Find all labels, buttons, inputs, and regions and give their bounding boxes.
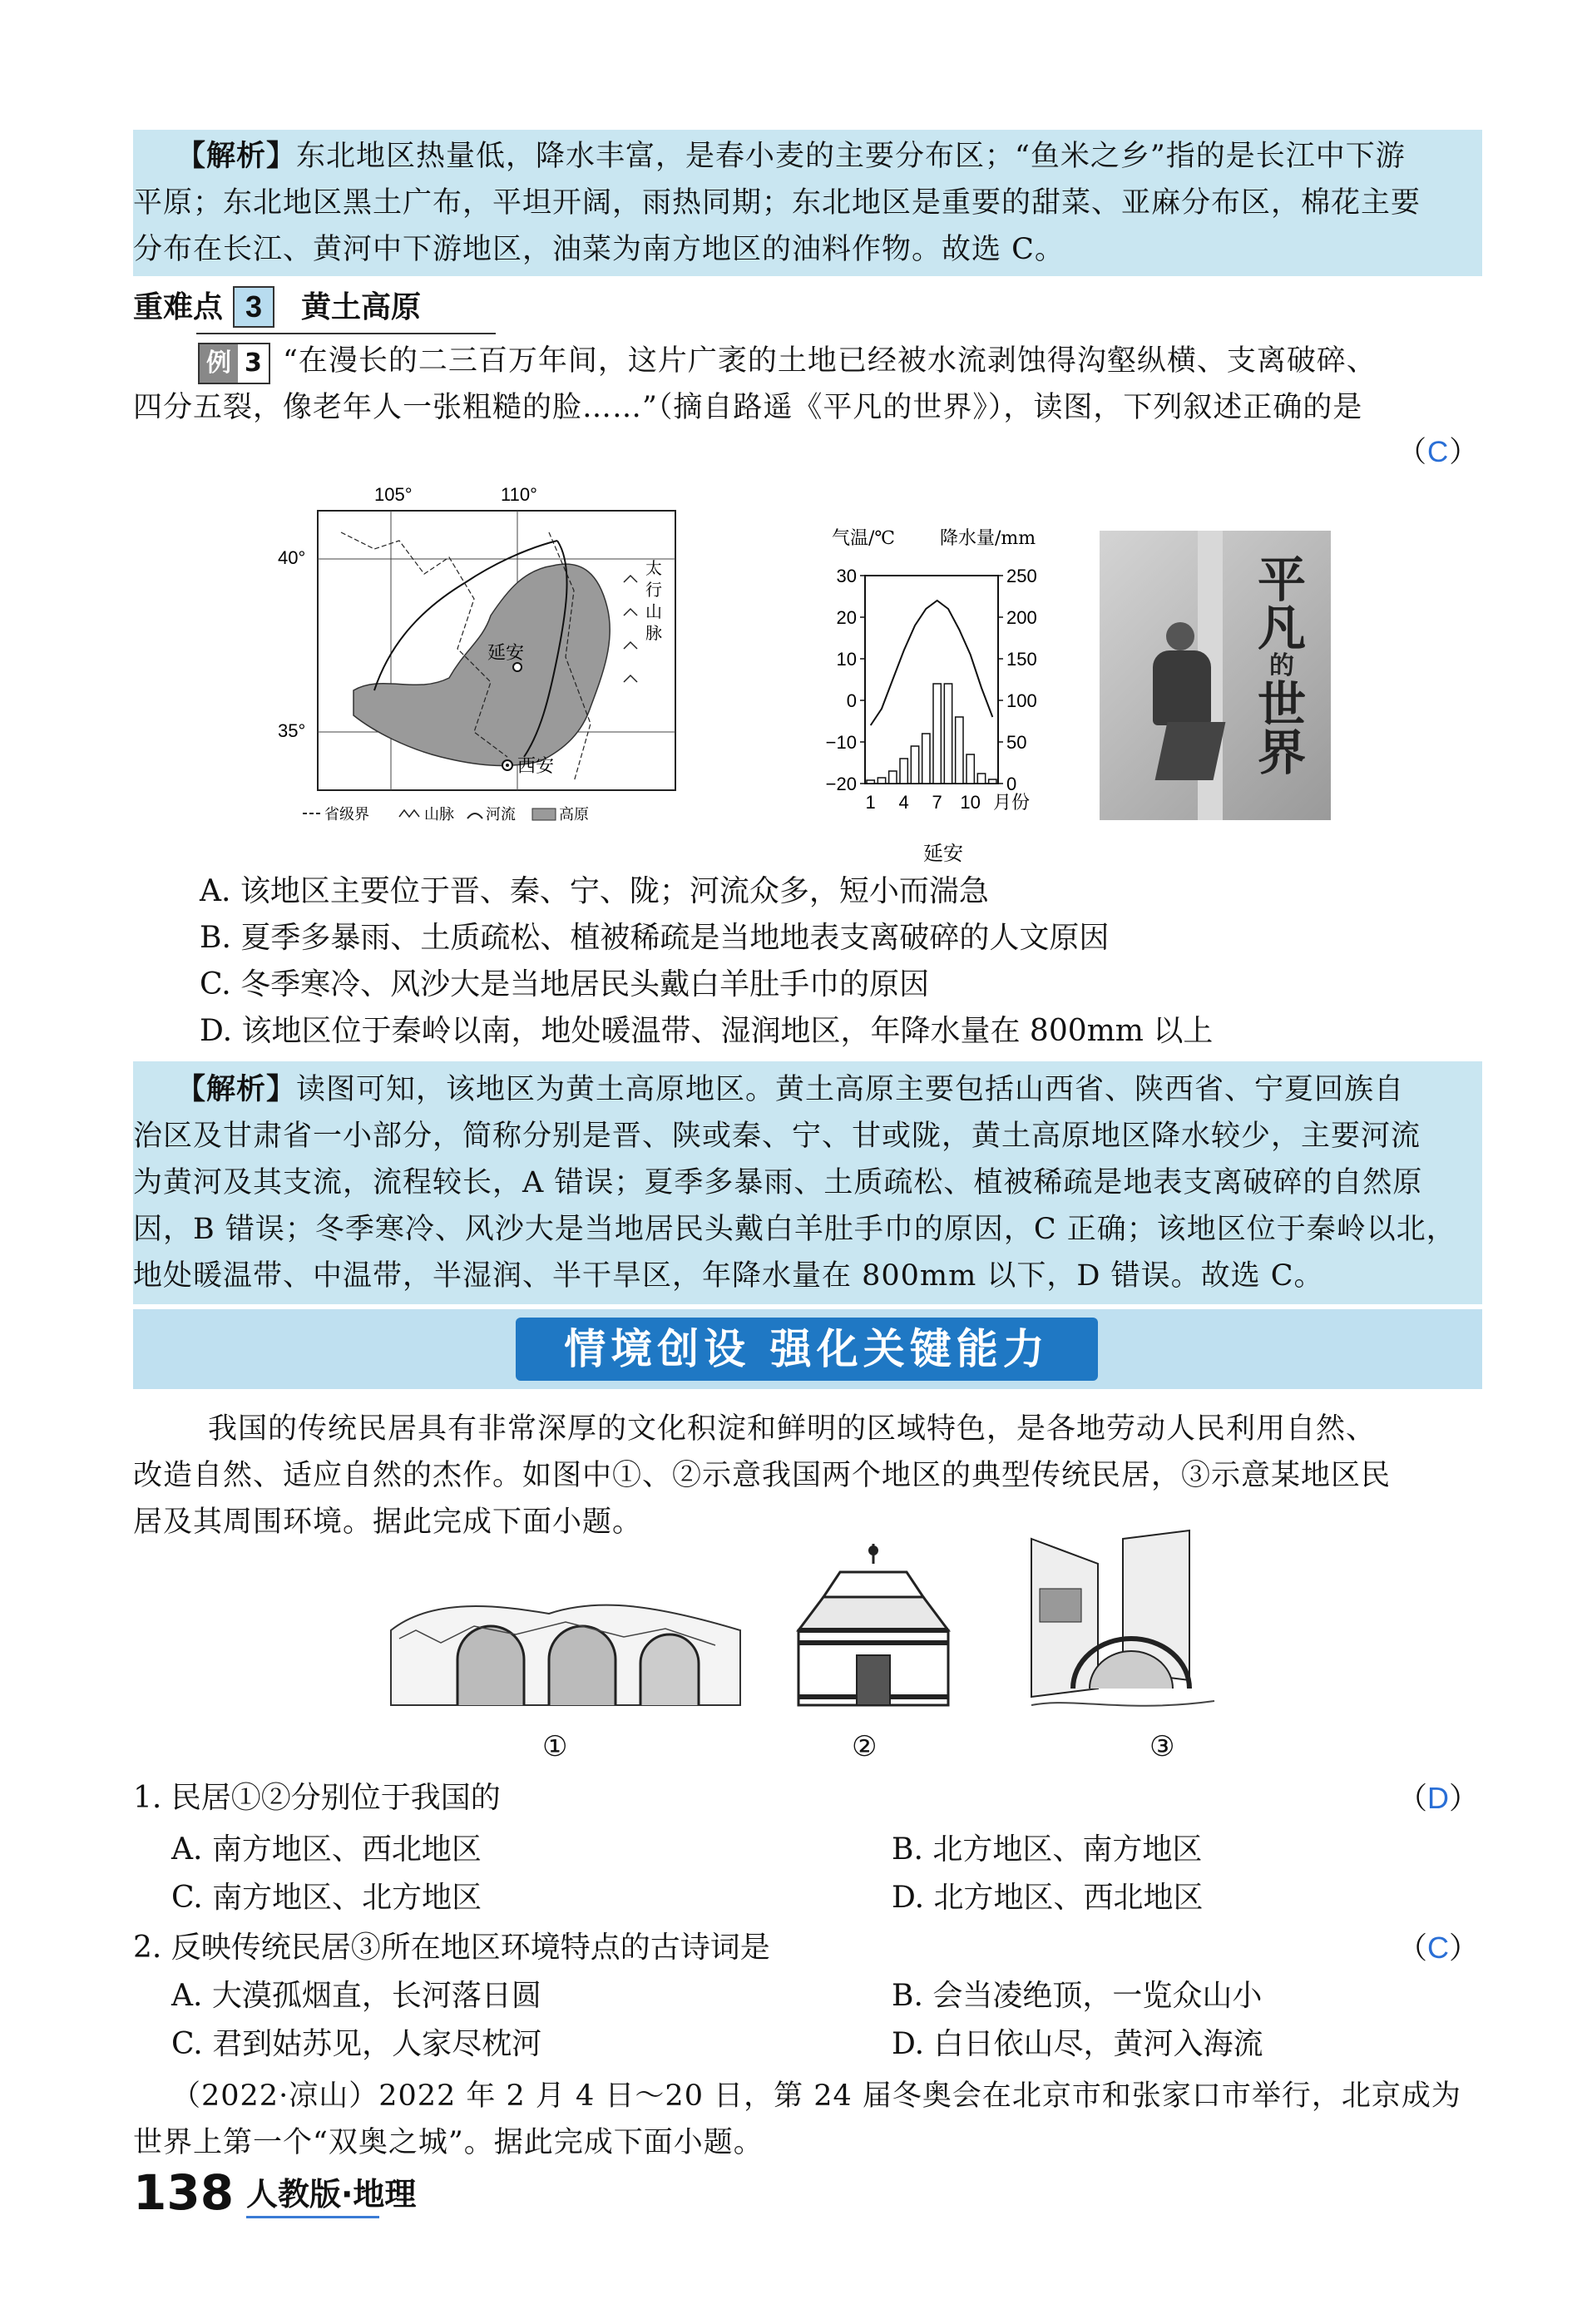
- lat-35-label: 35°: [278, 720, 306, 741]
- section-header: [133, 286, 421, 329]
- right-tick-label: 0: [1006, 774, 1017, 794]
- q2-option-a: A. 大漠孤烟直，长河落日圆: [171, 1979, 541, 2013]
- x-axis-label: 月份: [993, 793, 1031, 813]
- picture-label-1: ①: [542, 1730, 568, 1763]
- precipitation-bar: [956, 717, 963, 784]
- water-town-image: [1023, 1522, 1223, 1722]
- left-tick-label: 0: [846, 690, 857, 711]
- right-tick-label: 50: [1006, 732, 1027, 753]
- intro-line-3: 居及其周围环境。据此完成下面小题。: [133, 1506, 643, 1539]
- intro-line-1: 我国的传统民居具有非常深厚的文化积淀和鲜明的区域特色，是各地劳动人民利用自然、: [208, 1412, 1377, 1446]
- lon-105-label: 105°: [374, 484, 413, 505]
- analysis-2-line-5: 地处暖温带、中温带，半湿润、半干旱区，年降水量在 800mm 以下，D 错误。故选 C。: [133, 1259, 1324, 1293]
- yurt-image: [782, 1539, 965, 1722]
- lon-110-label: 110°: [501, 484, 537, 505]
- section-title: 黄土高原: [301, 290, 422, 324]
- analysis-1-line-3: 分布在长江、黄河中下游地区，油菜为南方地区的油料作物。故选 C。: [133, 233, 1065, 266]
- banner-title: 情境创设 强化关键能力: [516, 1318, 1098, 1381]
- section-underline: [196, 333, 496, 334]
- mountain-label-2: 行: [645, 580, 662, 600]
- lat-40-label: 40°: [278, 547, 306, 568]
- left-tick-label: 30: [836, 566, 857, 586]
- page-number: 138: [133, 2164, 235, 2221]
- cave-dwelling-image: [383, 1580, 749, 1713]
- book-title-text: 平 凡 的 世 界: [1258, 551, 1307, 781]
- left-tick-label: 20: [836, 607, 857, 628]
- example-tag: 例 3: [198, 343, 270, 384]
- mountain-label-1: 太: [645, 558, 662, 578]
- footer-underline: [246, 2216, 379, 2218]
- section-prefix: 重难点: [133, 290, 224, 324]
- option-d: D. 该地区位于秦岭以南，地处暖温带、湿润地区，年降水量在 800mm 以上: [200, 1014, 1214, 1048]
- left-tick-label: 10: [836, 649, 857, 670]
- q2-stem: 2. 反映传统民居③所在地区环境特点的古诗词是: [133, 1931, 770, 1965]
- q1-stem: 1. 民居①②分别位于我国的: [133, 1781, 501, 1815]
- x-tick-label: 4: [898, 792, 909, 813]
- example-line-1: “在漫长的二三百万年间，这片广袤的土地已经被水流剥蚀得沟壑纵横、支离破碎、: [283, 344, 1377, 378]
- analysis-2: 【解析】读图可知，该地区为黄土高原地区。黄土高原主要包括山西省、陕西省、宁夏回族自: [176, 1072, 1405, 1106]
- chart-title: 延安: [923, 842, 963, 865]
- intro-line-2: 改造自然、适应自然的杰作。如图中①、②示意我国两个地区的典型传统民居，③示意某地区民: [133, 1459, 1392, 1492]
- q2-answer: （C）: [1397, 1931, 1480, 1966]
- q1-option-c: C. 南方地区、北方地区: [171, 1881, 482, 1915]
- example-answer: （C）: [1397, 436, 1480, 469]
- ylabel-left: 气温/℃: [832, 528, 896, 549]
- option-c: C. 冬季寒冷、风沙大是当地居民头戴白羊肚手巾的原因: [200, 967, 930, 1001]
- legend-border: 省级界: [324, 806, 369, 823]
- yanan-label: 延安: [487, 643, 525, 664]
- tail-line-2: 世界上第一个“双奥之城”。据此完成下面小题。: [133, 2126, 764, 2159]
- precipitation-bar: [967, 754, 974, 784]
- analysis-1-line-2: 平原；东北地区黑土广布，平坦开阔，雨热同期；东北地区是重要的甜菜、亚麻分布区，棉花主要: [133, 186, 1421, 220]
- precipitation-bar: [889, 771, 897, 784]
- q2-option-b: B. 会当凌绝顶，一览众山小: [892, 1979, 1263, 2013]
- option-b: B. 夏季多暴雨、土质疏松、植被稀疏是当地地表支离破碎的人文原因: [200, 921, 1110, 955]
- analysis-label: 【解析】: [176, 139, 297, 173]
- right-tick-label: 150: [1006, 649, 1037, 670]
- precipitation-bar: [933, 684, 941, 784]
- x-tick-label: 7: [932, 792, 942, 813]
- precipitation-bar: [922, 734, 930, 784]
- right-tick-label: 250: [1006, 566, 1037, 586]
- mountain-label-4: 脉: [645, 623, 662, 643]
- book-cover-image: [1100, 531, 1331, 820]
- q1-option-d: D. 北方地区、西北地区: [892, 1881, 1204, 1915]
- precipitation-bar: [989, 779, 996, 784]
- yanan-marker: [513, 663, 522, 671]
- precipitation-bar: [867, 780, 874, 784]
- precipitation-bar: [900, 759, 907, 784]
- option-a: A. 该地区主要位于晋、秦、宁、陇；河流众多，短小而湍急: [200, 874, 989, 908]
- precipitation-bar: [944, 684, 952, 784]
- q1-answer: （D）: [1397, 1781, 1480, 1816]
- precipitation-bar: [911, 746, 918, 784]
- analysis-2-line-4: 因，B 错误；冬季寒冷、风沙大是当地居民头戴白羊肚手巾的原因，C 正确；该地区位于秦岭以北，: [133, 1213, 1456, 1246]
- analysis-1: 【解析】东北地区热量低，降水丰富，是春小麦的主要分布区；“鱼米之乡”指的是长江中下游: [176, 139, 1406, 173]
- left-tick-label: −10: [825, 732, 857, 753]
- legend-river: 河流: [486, 806, 516, 823]
- ylabel-right: 降水量/mm: [940, 528, 1036, 549]
- analysis-2-label: 【解析】: [176, 1072, 297, 1106]
- xian-label: 西安: [517, 756, 555, 777]
- right-tick-label: 100: [1006, 690, 1037, 711]
- mountain-label-3: 山: [645, 601, 662, 621]
- climate-chart: [815, 522, 1081, 872]
- legend-plateau: 高原: [559, 806, 589, 823]
- analysis-2-line-3: 为黄河及其支流，流程较长，A 错误；夏季多暴雨、土质疏松、植被稀疏是地表支离破碎的自然原: [133, 1166, 1423, 1199]
- picture-label-3: ③: [1149, 1730, 1175, 1763]
- tail-line-1: （2022·凉山）2022 年 2 月 4 日～20 日，第 24 届冬奥会在北京市和张家口市举行，北京成为: [171, 2079, 1461, 2113]
- precipitation-bar: [977, 774, 985, 784]
- book-name: 人教版·地理: [246, 2176, 417, 2213]
- seated-figure: [1133, 622, 1224, 789]
- legend-mountain: 山脉: [424, 806, 454, 823]
- loess-plateau-map: [274, 482, 690, 832]
- section-number: 3: [233, 286, 274, 328]
- example-line-2: 四分五裂，像老年人一张粗糙的脸……”（摘自路遥《平凡的世界》），读图，下列叙述正确的是: [133, 391, 1363, 424]
- picture-label-2: ②: [852, 1730, 878, 1763]
- left-tick-label: −20: [825, 774, 857, 794]
- precipitation-bar: [878, 778, 885, 784]
- q1-option-a: A. 南方地区、西北地区: [171, 1832, 482, 1867]
- x-tick-label: 1: [865, 792, 876, 813]
- analysis-2-line-2: 治区及甘肃省一小部分，简称分别是晋、陕或秦、宁、甘或陇，黄土高原地区降水较少，主要河流: [133, 1120, 1421, 1153]
- q2-option-c: C. 君到姑苏见，人家尽枕河: [171, 2027, 542, 2061]
- q2-option-d: D. 白日依山尽，黄河入海流: [892, 2027, 1263, 2061]
- q1-option-b: B. 北方地区、南方地区: [892, 1832, 1203, 1867]
- right-tick-label: 200: [1006, 607, 1037, 628]
- x-tick-label: 10: [960, 792, 981, 813]
